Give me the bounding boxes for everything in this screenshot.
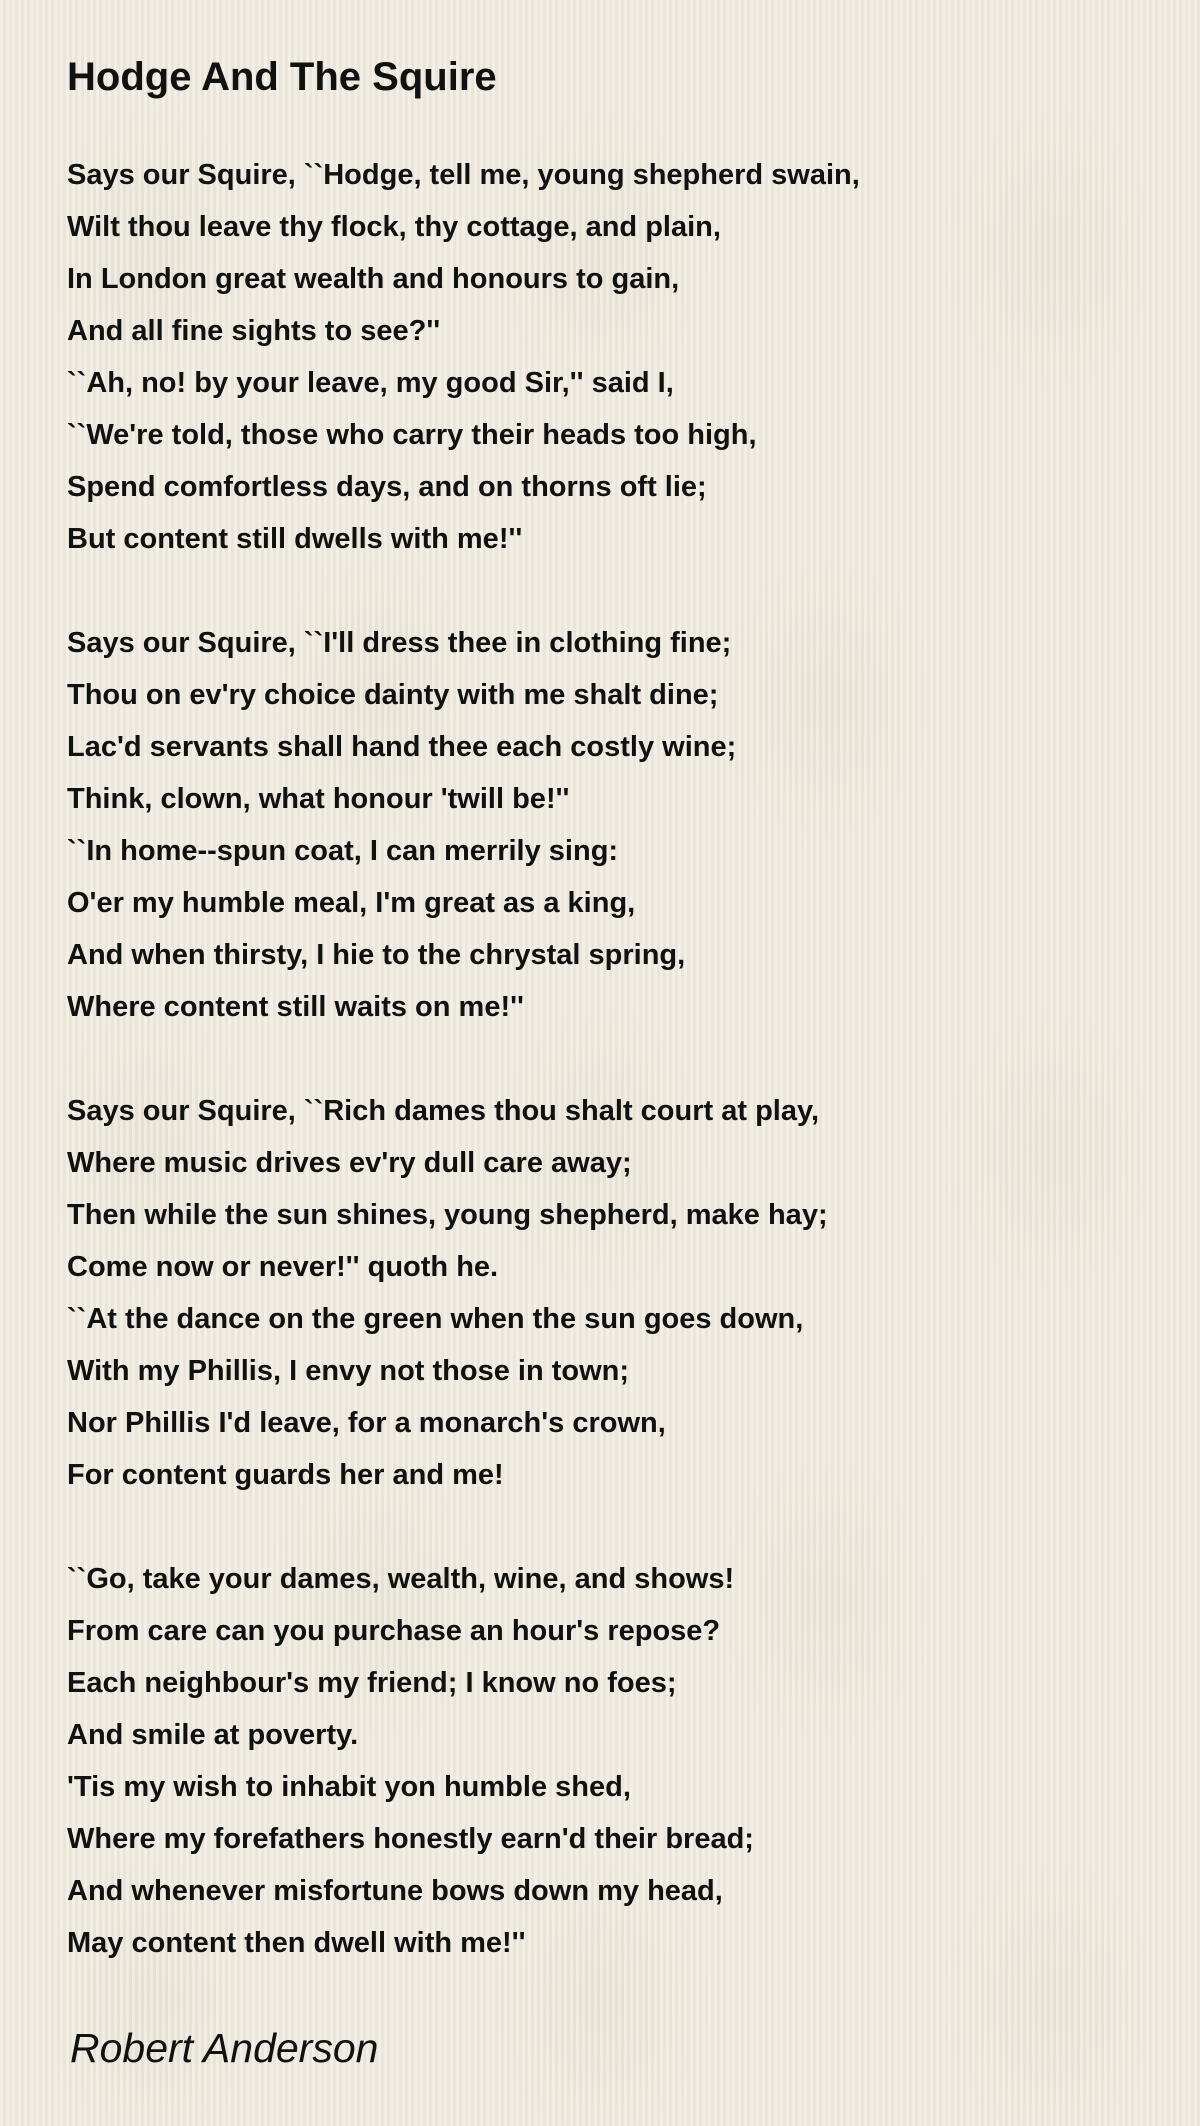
poem-line: ``In home--spun coat, I can merrily sing: [67, 835, 619, 867]
poem-line: In London great wealth and honours to gain, [67, 263, 680, 295]
poem-line: But content still dwells with me!'' [67, 523, 523, 555]
poem-line: Come now or never!'' quoth he. [67, 1251, 499, 1283]
poem-line: Wilt thou leave thy flock, thy cottage, and plain, [67, 211, 721, 243]
poem-body [67, 149, 1167, 2021]
poem-line: Nor Phillis I'd leave, for a monarch's crown, [67, 1407, 666, 1439]
poem-line: And when thirsty, I hie to the chrystal spring, [67, 939, 686, 971]
poem-line: With my Phillis, I envy not those in town; [67, 1355, 630, 1387]
poem-line: And all fine sights to see?'' [67, 315, 441, 347]
poem-line: And smile at poverty. [67, 1719, 359, 1751]
stanza-4 [67, 1553, 1167, 1969]
stanza-1 [67, 149, 1167, 565]
poem-line: Then while the sun shines, young shepherd, make hay; [67, 1199, 828, 1231]
poem-title: Hodge And The Squire [67, 55, 497, 99]
poem-line: Thou on ev'ry choice dainty with me shalt dine; [67, 679, 719, 711]
poem-line: May content then dwell with me!'' [67, 1927, 526, 1959]
poem-line: Says our Squire, ``Hodge, tell me, young shepherd swain, [67, 159, 860, 191]
poem-line: ``We're told, those who carry their heads too high, [67, 419, 757, 451]
poem-line: ``At the dance on the green when the sun goes down, [67, 1303, 804, 1335]
poem-line: From care can you purchase an hour's repose? [67, 1615, 721, 1647]
poem-line: O'er my humble meal, I'm great as a king, [67, 887, 636, 919]
poem-line: And whenever misfortune bows down my head, [67, 1875, 723, 1907]
poem-line: ``Go, take your dames, wealth, wine, and shows! [67, 1563, 735, 1595]
stanza-3 [67, 1085, 1167, 1501]
poem-line: Says our Squire, ``I'll dress thee in clothing fine; [67, 627, 732, 659]
poem-line: Spend comfortless days, and on thorns oft lie; [67, 471, 707, 503]
poem-line: ``Ah, no! by your leave, my good Sir,'' said I, [67, 367, 674, 399]
poem-line: Where music drives ev'ry dull care away; [67, 1147, 632, 1179]
poem-line: Each neighbour's my friend; I know no foes; [67, 1667, 677, 1699]
poem-line: 'Tis my wish to inhabit yon humble shed, [67, 1771, 631, 1803]
poem-line: Where my forefathers honestly earn'd their bread; [67, 1823, 754, 1855]
poem-author: Robert Anderson [70, 2025, 379, 2071]
poem-line: Says our Squire, ``Rich dames thou shalt court at play, [67, 1095, 820, 1127]
stanza-2 [67, 617, 1167, 1033]
poem-line: Where content still waits on me!'' [67, 991, 524, 1023]
poem-line: Lac'd servants shall hand thee each costly wine; [67, 731, 737, 763]
poem-line: For content guards her and me! [67, 1459, 504, 1491]
poem-line: Think, clown, what honour 'twill be!'' [67, 783, 570, 815]
